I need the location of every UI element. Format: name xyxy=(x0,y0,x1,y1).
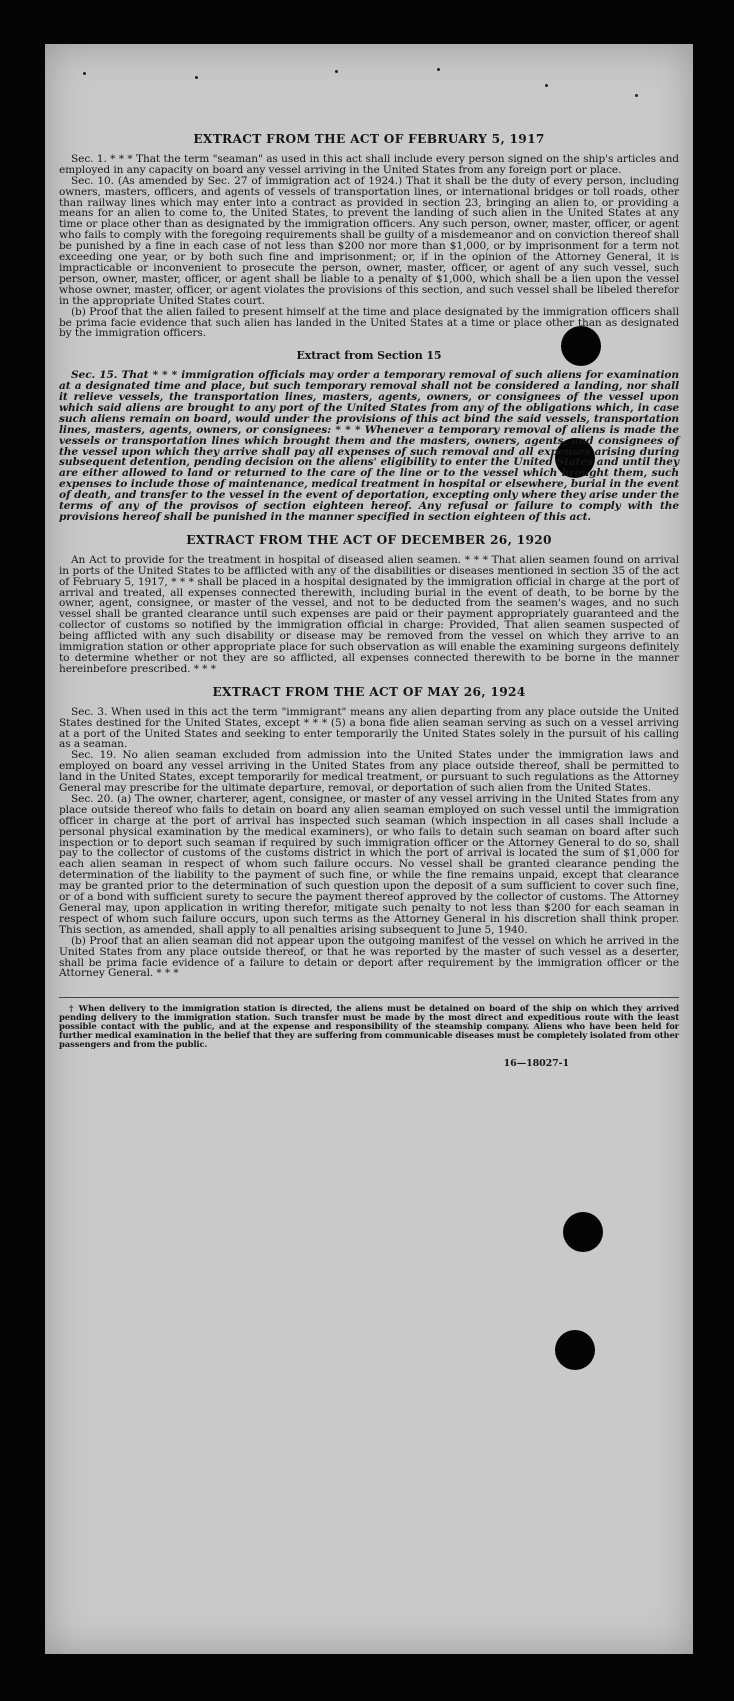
paragraph: Sec. 19. No alien seaman excluded from admission into the United States under the immigration laws and employed on board any vessel arriving in the United States from any place outside thereof, shall be permitted to land in the United States, except temporarily for medical treatment, or pursuant to such regulations as the Attorney General may prescribe for the ultimate departure, removal, or deportation of such alien from the United States. xyxy=(59,749,679,795)
document-number: 16—18027-1 xyxy=(503,1058,569,1070)
paragraph: Sec. 15. That * * * immigration officials may order a temporary removal of such aliens for examination at a designated time and place, but such temporary removal shall not be considered a landing, nor shall it relieve vessels, the transportation lines, masters, agents, owners, or consignees of the vessel upon which said aliens are brought to any port of the United States from any of the obligations which, in case such aliens remain on board, would under the provisions of this act bind the said vessels, transportation lines, masters, agents, owners, or consignees: * * * Whenever a temporary removal of aliens is made the vessels or transportation lines which brought them and the masters, owners, agents, and consignees of the vessel upon which they arrive shall pay all expenses of such removal and all expenses arising during subsequent detention, pending decision on the aliens' eligibility to enter the United States and until they are either allowed to land or returned to the care of the line or to the vessel which brought them, such expenses to include those of maintenance, medical treatment in hospital or elsewhere, burial in the event of death, and transfer to the vessel in the event of deportation, excepting only where they arise under the terms of any of the provisos of section eighteen hereof. Any refusal or failure to comply with the provisions hereof shall be punished in the manner specified in section eighteen of this act. xyxy=(59,369,679,523)
paragraph: (b) Proof that the alien failed to present himself at the time and place designated by the immigration officers shall be prima facie evidence that such alien has landed in the United States at a time or place other than as designated by the immigration officers. xyxy=(59,305,679,340)
speck-mark xyxy=(83,72,86,75)
section-dec-1920 xyxy=(59,532,679,675)
section-extract-15 xyxy=(59,351,679,523)
punch-hole xyxy=(563,1212,603,1252)
document-page xyxy=(45,44,693,1654)
section-title: EXTRACT FROM THE ACT OF FEBRUARY 5, 1917 xyxy=(193,132,545,146)
footnote xyxy=(59,997,679,1049)
speck-mark xyxy=(195,76,198,79)
speck-mark xyxy=(545,84,548,87)
paragraph: An Act to provide for the treatment in hospital of diseased alien seamen. * * * That alien seamen found on arrival in ports of the United States to be afflicted with any of the disabilities or diseases mentioned in section 35 of the act of February 5, 1917, * * * shall be placed in a hospital designated by the immigration official in charge at the port of arrival and treated, all expenses connected therewith, including burial in the event of death, to be borne by the owner, agent, consignee, or master of the vessel, and not to be deducted from the seamen's wages, and no such vessel shall be granted clearance until such expenses are paid or their payment appropriately guaranteed and the collector of customs so notified by the immigration official in charge: Provided, That alien seamen suspected of being afflicted with any such disability or disease may be removed from the vessel on which they arrive to an immigration station or other appropriate place for such observation as will enable the examining surgeons definitely to determine whether or not they are so afflicted, all expenses connected therewith to be borne in the manner hereinbefore prescribed. * * * xyxy=(59,553,679,675)
paragraph: Sec. 20. (a) The owner, charterer, agent, consignee, or master of any vessel arriving in the United States from any place outside thereof who fails to detain on board any alien seaman employed on such vessel until the immigration officer in charge at the port of arrival has inspected such seaman (which inspection in all cases shall include a personal physical examination by the medical examiners), or who fails to detain such seaman on board after such inspection or to deport such seaman if required by such immigration officer or the Attorney General to do so, shall pay to the collector of customs of the customs district in which the port of arrival is located the sum of $1,000 for each alien seaman in respect of whom such failure occurs. No vessel shall be granted clearance pending the determination of the liability to the payment of such fine, or while the fine remains unpaid, except that clearance may be granted prior to the determination of such question upon the deposit of a sum sufficient to cover such fine, or of a bond with sufficient surety to secure the payment thereof approved by the collector of customs. The Attorney General may, upon application in writing therefor, mitigate such penalty to not less than $200 for each seaman in respect of whom such failure occurs, upon such terms as the Attorney General in his discretion shall think proper. This section, as amended, shall apply to all penalties arising subsequent to June 5, 1940. xyxy=(59,792,679,936)
speck-mark xyxy=(437,68,440,71)
speck-mark xyxy=(335,70,338,73)
footnote-text: † When delivery to the immigration station is directed, the aliens must be detained on board of the ship on which they arrived pending delivery to the immigration station. Such transfer must be made by the most direct and expeditious route with the least possible contact with the public, and at the expense and responsibility of the steamship company. Aliens who have been held for further medical examination in the belief that they are suffering from communicable diseases must be completely isolated from other passengers and from the public. xyxy=(59,1003,679,1050)
paragraph: Sec. 3. When used in this act the term "immigrant" means any alien departing from any place outside the United States destined for the United States, except * * * (5) a bona fide alien seaman serving as such on a vessel arriving at a port of the United States and seeking to enter temporarily the United States solely in the pursuit of his calling as a seaman. xyxy=(59,705,679,751)
paragraph: Sec. 1. * * * That the term "seaman" as used in this act shall include every person signed on the ship's articles and employed in any capacity on board any vessel arriving in the United States from any foreign port or place. xyxy=(59,152,679,176)
paragraph: Sec. 10. (As amended by Sec. 27 of immigration act of 1924.) That it shall be the duty of every person, including owners, masters, officers, and agents of vessels of transportation lines, or international bridges or toll roads, other than railway lines which may enter into a contract as provided in section 23, bringing an alien to, or providing a means for an alien to come to, the United States, to prevent the landing of such alien in the United States at any time or place other than as designated by the immigration officers. Any such person, owner, master, officer, or agent who fails to comply with the foregoing requirements shall be guilty of a misdemeanor and on conviction thereof shall be punished by a fine in each case of not less than $200 nor more than $1,000, or by imprisonment for a term not exceeding one year, or by both such fine and imprisonment; or, if in the opinion of the Attorney General, it is impracticable or inconvenient to prosecute the person, owner, master, officer, or agent of any such vessel, such person, owner, master, officer, or agent shall be liable to a penalty of $1,000, which shall be a lien upon the vessel whose owner, master, officer, or agent violates the provisions of this section, and such vessel shall be libeled therefor in the appropriate United States court. xyxy=(59,174,679,307)
document-body xyxy=(59,130,679,1070)
section-subtitle: Extract from Section 15 xyxy=(296,349,442,363)
section-feb-1917 xyxy=(59,134,679,339)
paragraph: (b) Proof that an alien seaman did not appear upon the outgoing manifest of the vessel on which he arrived in the United States from any place outside thereof, or that he was reported by the master of such vessel as a deserter, shall be prima facie evidence of a failure to detain or deport after requirement by the immigration officer or the Attorney General. * * * xyxy=(59,934,679,980)
punch-hole xyxy=(555,1330,595,1370)
speck-mark xyxy=(635,94,638,97)
section-title: EXTRACT FROM THE ACT OF DECEMBER 26, 1920 xyxy=(186,532,552,547)
section-title: EXTRACT FROM THE ACT OF MAY 26, 1924 xyxy=(212,684,526,699)
section-may-1924 xyxy=(59,684,679,980)
